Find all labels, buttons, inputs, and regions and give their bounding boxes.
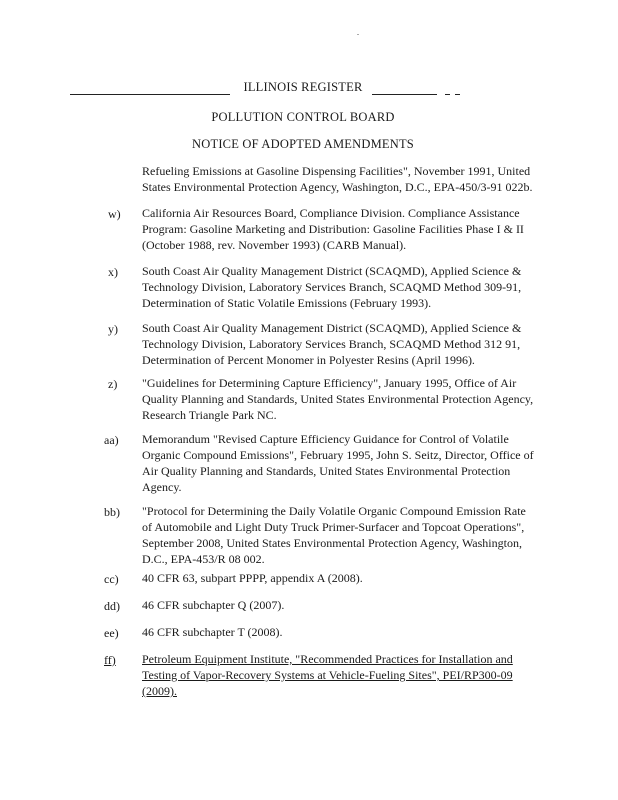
text-line: "Guidelines for Determining Capture Efficiency", January 1995, Office of Air bbox=[142, 376, 517, 390]
item-label-bb: bb) bbox=[104, 505, 120, 519]
item-y-text bbox=[142, 320, 562, 368]
item-x-text bbox=[142, 263, 562, 311]
item-label-dd: dd) bbox=[104, 599, 120, 613]
text-line: "Protocol for Determining the Daily Volatile Organic Compound Emission Rate bbox=[142, 504, 526, 518]
item-label-cc: cc) bbox=[104, 572, 119, 586]
text-line: Testing of Vapor-Recovery Systems at Vehicle-Fueling Sites", PEI/RP300-09 bbox=[142, 668, 513, 682]
item-label-z: z) bbox=[108, 377, 118, 391]
item-bb-text bbox=[142, 503, 562, 567]
register-title: ILLINOIS REGISTER bbox=[243, 80, 363, 94]
item-cc-text bbox=[142, 570, 562, 586]
item-label-x: x) bbox=[108, 265, 118, 279]
text-line: South Coast Air Quality Management District (SCAQMD), Applied Science & bbox=[142, 321, 522, 335]
text-line: Technology Division, Laboratory Services Branch, SCAQMD Method 312 91, bbox=[142, 337, 521, 351]
text-line: States Environmental Protection Agency, Washington, D.C., EPA-450/3-91 022b. bbox=[142, 180, 533, 194]
text-line: 46 CFR subchapter T (2008). bbox=[142, 625, 283, 639]
stray-mark: . bbox=[357, 28, 359, 37]
item-aa-text bbox=[142, 431, 562, 495]
text-line: Air Quality Planning and Standards, United States Environmental Protection bbox=[142, 464, 511, 478]
text-line: Research Triangle Park NC. bbox=[142, 408, 277, 422]
text-line: South Coast Air Quality Management District (SCAQMD), Applied Science & bbox=[142, 264, 522, 278]
item-z-text bbox=[142, 375, 562, 423]
item-label-y: y) bbox=[108, 322, 118, 336]
text-line: Refueling Emissions at Gasoline Dispensing Facilities", November 1991, United bbox=[142, 164, 531, 178]
item-label-w: w) bbox=[108, 207, 121, 221]
item-label-ff: ff) bbox=[104, 653, 116, 667]
item-dd-text bbox=[142, 597, 562, 613]
text-line: Agency. bbox=[142, 480, 182, 494]
text-line: Program: Gasoline Marketing and Distribution: Gasoline Facilities Phase I & II bbox=[142, 222, 524, 236]
text-line: 46 CFR subchapter Q (2007). bbox=[142, 598, 285, 612]
text-line: Quality Planning and Standards, United States Environmental Protection Agency, bbox=[142, 392, 534, 406]
notice-title: NOTICE OF ADOPTED AMENDMENTS bbox=[192, 137, 414, 151]
text-line: Memorandum "Revised Capture Efficiency Guidance for Control of Volatile bbox=[142, 432, 509, 446]
text-line: September 2008, United States Environmental Protection Agency, Washington, bbox=[142, 536, 522, 550]
item-ff-text bbox=[142, 651, 562, 699]
board-title: POLLUTION CONTROL BOARD bbox=[211, 110, 395, 124]
item-ee-text bbox=[142, 624, 562, 640]
text-line: D.C., EPA-453/R 08 002. bbox=[142, 552, 265, 566]
text-line: Technology Division, Laboratory Services Branch, SCAQMD Method 309-91, bbox=[142, 280, 522, 294]
text-line: Organic Compound Emissions", February 1995, John S. Seitz, Director, Office of bbox=[142, 448, 534, 462]
text-line: Determination of Static Volatile Emissions (February 1993). bbox=[142, 296, 432, 310]
text-line: (October 1988, rev. November 1993) (CARB Manual). bbox=[142, 238, 407, 252]
item-label-aa: aa) bbox=[104, 433, 119, 447]
text-line: Determination of Percent Monomer in Polyester Resins (April 1996). bbox=[142, 353, 475, 367]
text-line: 40 CFR 63, subpart PPPP, appendix A (2008). bbox=[142, 571, 363, 585]
text-line: Petroleum Equipment Institute, "Recommended Practices for Installation and bbox=[142, 652, 513, 666]
item-label-ee: ee) bbox=[104, 626, 119, 640]
text-line: of Automobile and Light Duty Truck Primer-Surfacer and Topcoat Operations", bbox=[142, 520, 525, 534]
text-line: (2009). bbox=[142, 684, 177, 698]
text-line: California Air Resources Board, Compliance Division. Compliance Assistance bbox=[142, 206, 520, 220]
item-w-text bbox=[142, 205, 562, 253]
intro-paragraph bbox=[142, 163, 562, 195]
